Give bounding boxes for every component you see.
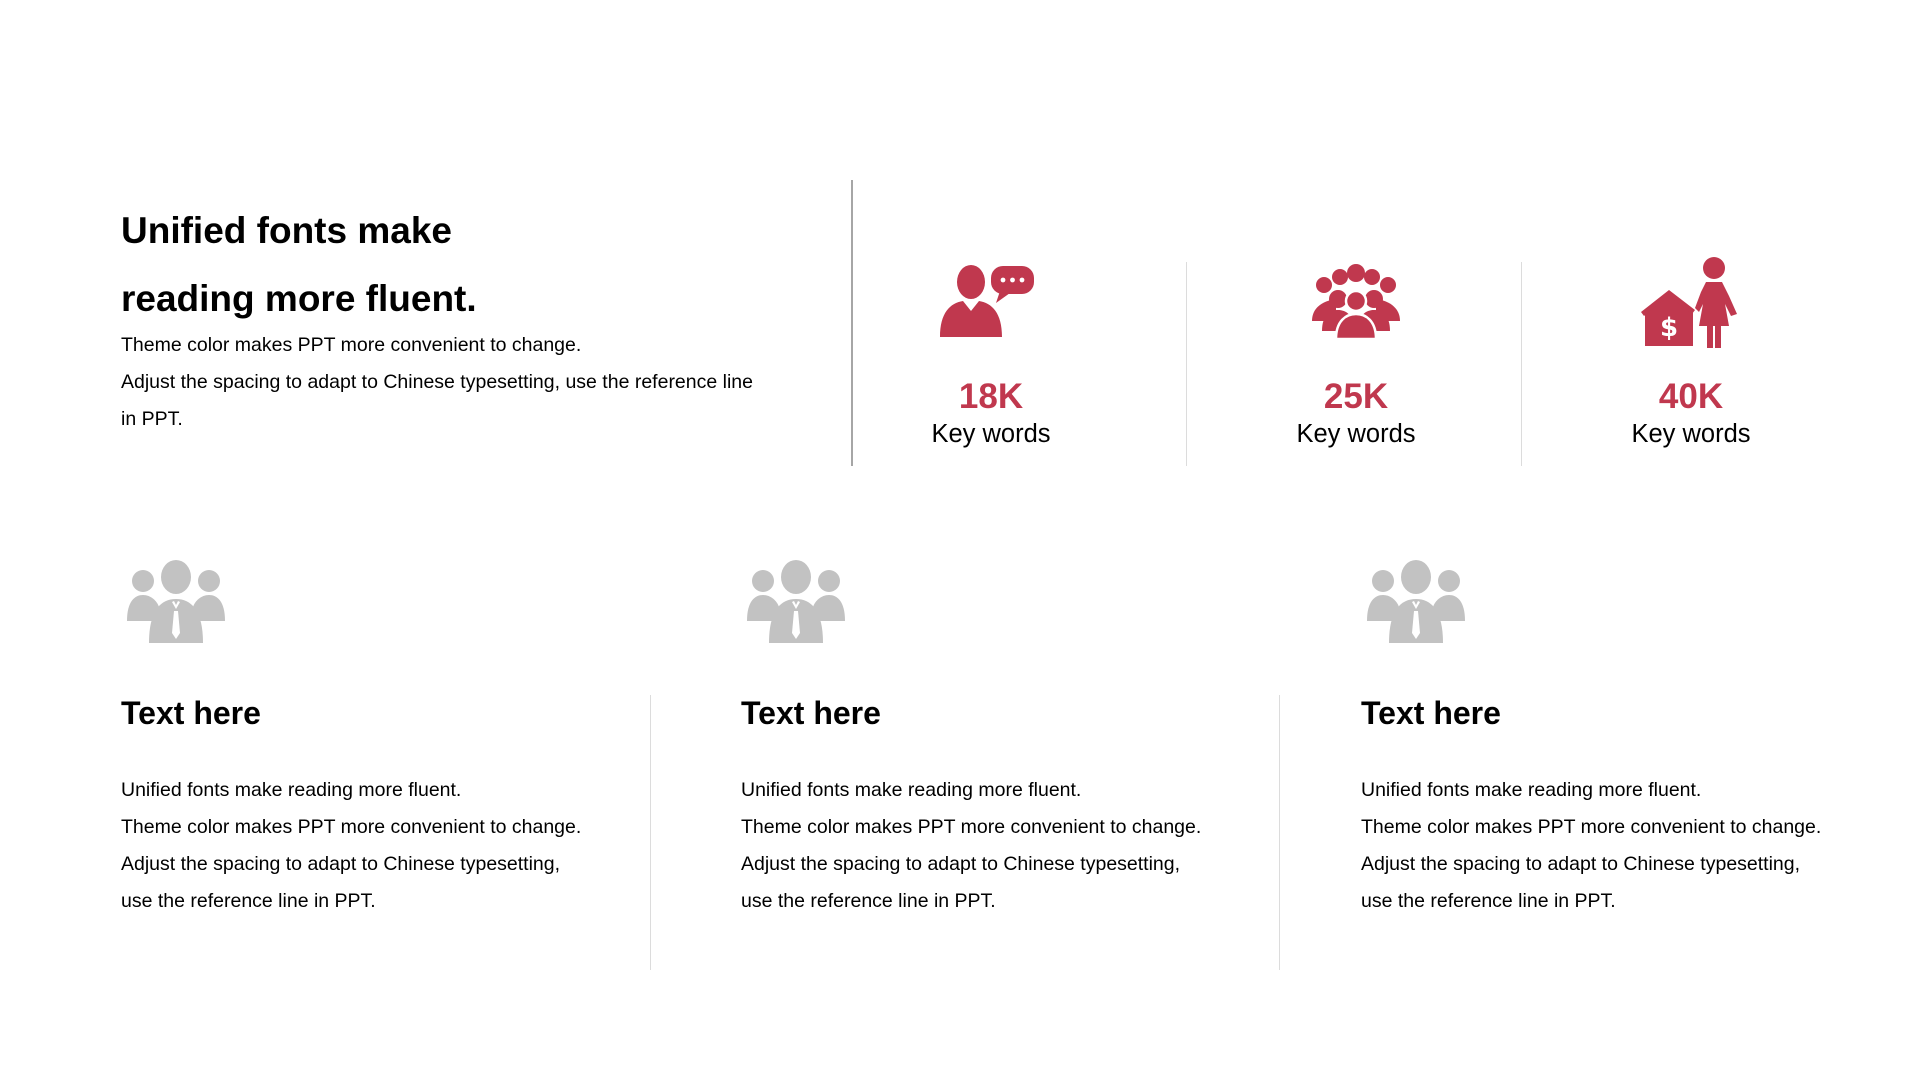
column-body: [1361, 772, 1881, 920]
column-body-line: Theme color makes PPT more convenient to change.: [741, 816, 1202, 838]
business-team-icon: [747, 559, 845, 643]
crowd-icon: [1304, 263, 1408, 339]
intro-title-line: Unified fonts make: [121, 210, 452, 251]
stat-item: [1541, 250, 1841, 460]
business-team-icon: [1367, 559, 1465, 643]
stat-divider: [1186, 262, 1187, 466]
svg-text:$: $: [1659, 313, 1679, 343]
column-title: Text here: [741, 695, 881, 731]
stat-value: 18K: [958, 377, 1024, 416]
column-body-line: use the reference line in PPT.: [121, 890, 376, 912]
stat-label: Key words: [931, 420, 1051, 448]
column-body-line: Adjust the spacing to adapt to Chinese typesetting,: [121, 853, 561, 875]
intro-body: [121, 327, 801, 438]
column-body-line: Unified fonts make reading more fluent.: [741, 779, 1082, 801]
stat-label: Key words: [1631, 420, 1751, 448]
stat-item: [841, 250, 1141, 460]
column-body-line: Adjust the spacing to adapt to Chinese typesetting,: [1361, 853, 1801, 875]
column-body-line: Unified fonts make reading more fluent.: [1361, 779, 1702, 801]
column-body: [121, 772, 641, 920]
column-title: Text here: [1361, 695, 1501, 731]
intro-body-line: Adjust the spacing to adapt to Chinese typesetting, use the reference line: [121, 371, 753, 393]
column-body: [741, 772, 1261, 920]
intro-body-line: Theme color makes PPT more convenient to change.: [121, 334, 582, 356]
intro-title-line: reading more fluent.: [121, 278, 477, 319]
stat-value: 25K: [1323, 377, 1389, 416]
content-column: [121, 555, 641, 935]
business-team-icon: [127, 559, 225, 643]
house-dollar-woman-icon: [1641, 256, 1741, 350]
stat-label: Key words: [1296, 420, 1416, 448]
column-title: Text here: [121, 695, 261, 731]
intro-body-line: in PPT.: [121, 408, 183, 430]
content-column: [741, 555, 1261, 935]
content-column: [1361, 555, 1881, 935]
column-body-line: use the reference line in PPT.: [741, 890, 996, 912]
column-divider: [650, 695, 651, 970]
stat-value: 40K: [1658, 377, 1724, 416]
column-divider: [1279, 695, 1280, 970]
stat-divider: [1521, 262, 1522, 466]
column-body-line: Theme color makes PPT more convenient to change.: [121, 816, 582, 838]
person-speech-bubble-icon: [936, 263, 1046, 337]
column-body-line: Unified fonts make reading more fluent.: [121, 779, 462, 801]
stat-item: [1206, 250, 1506, 460]
column-body-line: Adjust the spacing to adapt to Chinese typesetting,: [741, 853, 1181, 875]
intro-title: [121, 197, 821, 333]
column-body-line: Theme color makes PPT more convenient to change.: [1361, 816, 1822, 838]
column-body-line: use the reference line in PPT.: [1361, 890, 1616, 912]
